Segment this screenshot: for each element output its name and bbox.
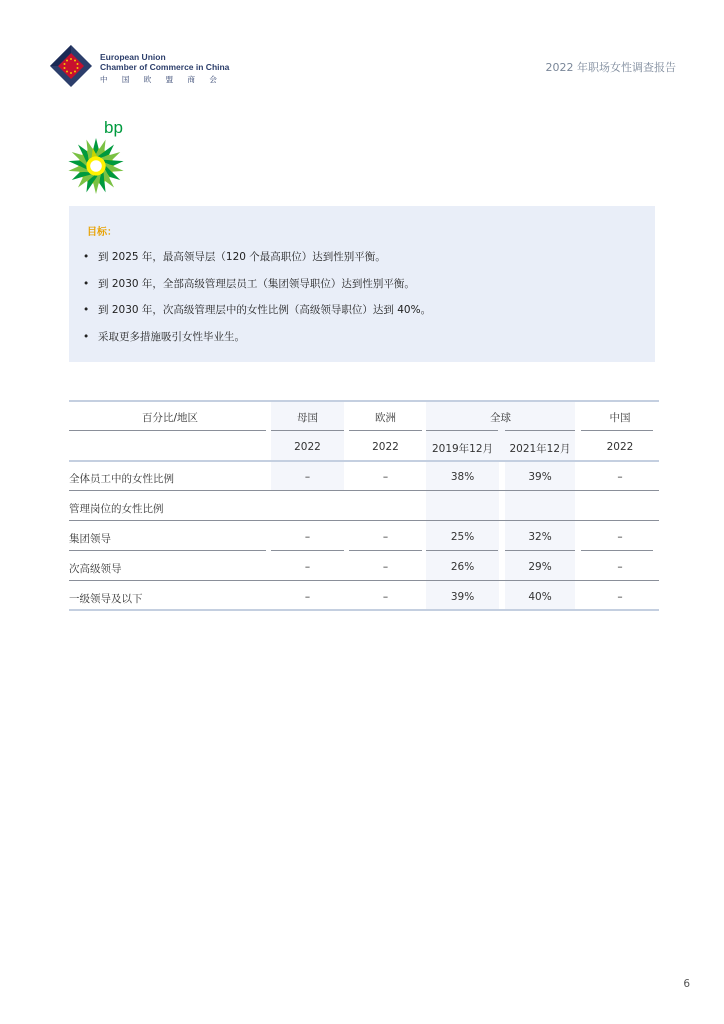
table-cell: 40% bbox=[528, 591, 552, 603]
table-cell: 39% bbox=[450, 591, 475, 603]
bp-helios-icon bbox=[67, 137, 125, 195]
row-label: 一级领导及以下 bbox=[69, 593, 143, 605]
goal-item: • 采取更多措施吸引女性毕业生。 bbox=[83, 329, 431, 356]
table-cell: 32% bbox=[528, 531, 552, 543]
header-year: 2022 bbox=[372, 441, 399, 453]
header-divider bbox=[581, 430, 653, 431]
row-divider bbox=[581, 550, 653, 551]
row-divider bbox=[505, 550, 575, 551]
row-divider bbox=[69, 550, 266, 551]
goal-item: • 到 2025 年，最高领导层（120 个最高职位）达到性别平衡。 bbox=[83, 249, 431, 276]
table-cell: – bbox=[382, 561, 389, 573]
row-divider bbox=[426, 550, 498, 551]
row-divider bbox=[69, 490, 659, 491]
table-cell: 25% bbox=[450, 531, 475, 543]
header-divider bbox=[505, 430, 575, 431]
row-label: 次高级领导 bbox=[69, 563, 122, 575]
table-cell: – bbox=[304, 531, 311, 543]
table-cell: – bbox=[382, 471, 389, 483]
eucc-logo bbox=[50, 45, 240, 90]
header-group: 母国 bbox=[297, 412, 318, 424]
header-group: 全球 bbox=[490, 412, 511, 424]
table-cell: 38% bbox=[450, 471, 475, 483]
table-cell: – bbox=[617, 471, 623, 483]
header-year: 2022 bbox=[606, 441, 634, 453]
eucc-name bbox=[100, 52, 229, 85]
table-cell: – bbox=[304, 471, 311, 483]
row-divider bbox=[69, 520, 659, 521]
row-label: 管理岗位的女性比例 bbox=[69, 503, 164, 515]
table-cell: 29% bbox=[528, 561, 552, 573]
header-divider bbox=[349, 430, 422, 431]
org-name-cn: 中 国 欧 盟 商 会 bbox=[100, 75, 223, 84]
table-cell: – bbox=[617, 531, 623, 543]
table-cell: – bbox=[617, 591, 623, 603]
row-label: 全体员工中的女性比例 bbox=[69, 473, 174, 485]
table-cell: 26% bbox=[450, 561, 475, 573]
goal-item: • 到 2030 年，次高级管理层中的女性比例（高级领导职位）达到 40%。 bbox=[83, 302, 431, 329]
org-name-en-line1: European Union bbox=[100, 52, 166, 62]
goals-list bbox=[83, 249, 431, 355]
header-bottom-rule bbox=[69, 460, 659, 462]
document-title: 2022 年职场女性调查报告 bbox=[545, 61, 676, 74]
table-cell: 39% bbox=[528, 471, 552, 483]
table-cell: – bbox=[382, 531, 389, 543]
goals-panel bbox=[69, 206, 655, 362]
table-cell: – bbox=[304, 591, 311, 603]
table-bottom-rule bbox=[69, 609, 659, 611]
header-group: 欧洲 bbox=[375, 412, 396, 424]
row-divider bbox=[349, 550, 422, 551]
table-cell: – bbox=[617, 561, 623, 573]
page-number: 6 bbox=[683, 978, 690, 990]
table-cell: – bbox=[382, 591, 389, 603]
header-year: 2019年12月 bbox=[431, 443, 494, 455]
header-divider bbox=[271, 430, 344, 431]
row-divider bbox=[271, 550, 344, 551]
goal-item: • 到 2030 年，全部高级管理层员工（集团领导职位）达到性别平衡。 bbox=[83, 276, 431, 303]
row-divider bbox=[69, 580, 659, 581]
bp-wordmark: bp bbox=[104, 118, 123, 137]
eucc-logo-icon bbox=[50, 45, 92, 87]
header-year: 2021年12月 bbox=[509, 443, 571, 455]
header-label: 百分比/地区 bbox=[141, 412, 199, 424]
org-name-en-line2: Chamber of Commerce in China bbox=[100, 62, 230, 72]
row-label: 集团领导 bbox=[69, 533, 111, 545]
header-divider bbox=[69, 430, 266, 431]
table-cell: – bbox=[304, 561, 311, 573]
header-group: 中国 bbox=[609, 412, 631, 424]
goals-title: 目标： bbox=[87, 227, 117, 238]
header-divider bbox=[426, 430, 498, 431]
header-year: 2022 bbox=[294, 441, 321, 453]
